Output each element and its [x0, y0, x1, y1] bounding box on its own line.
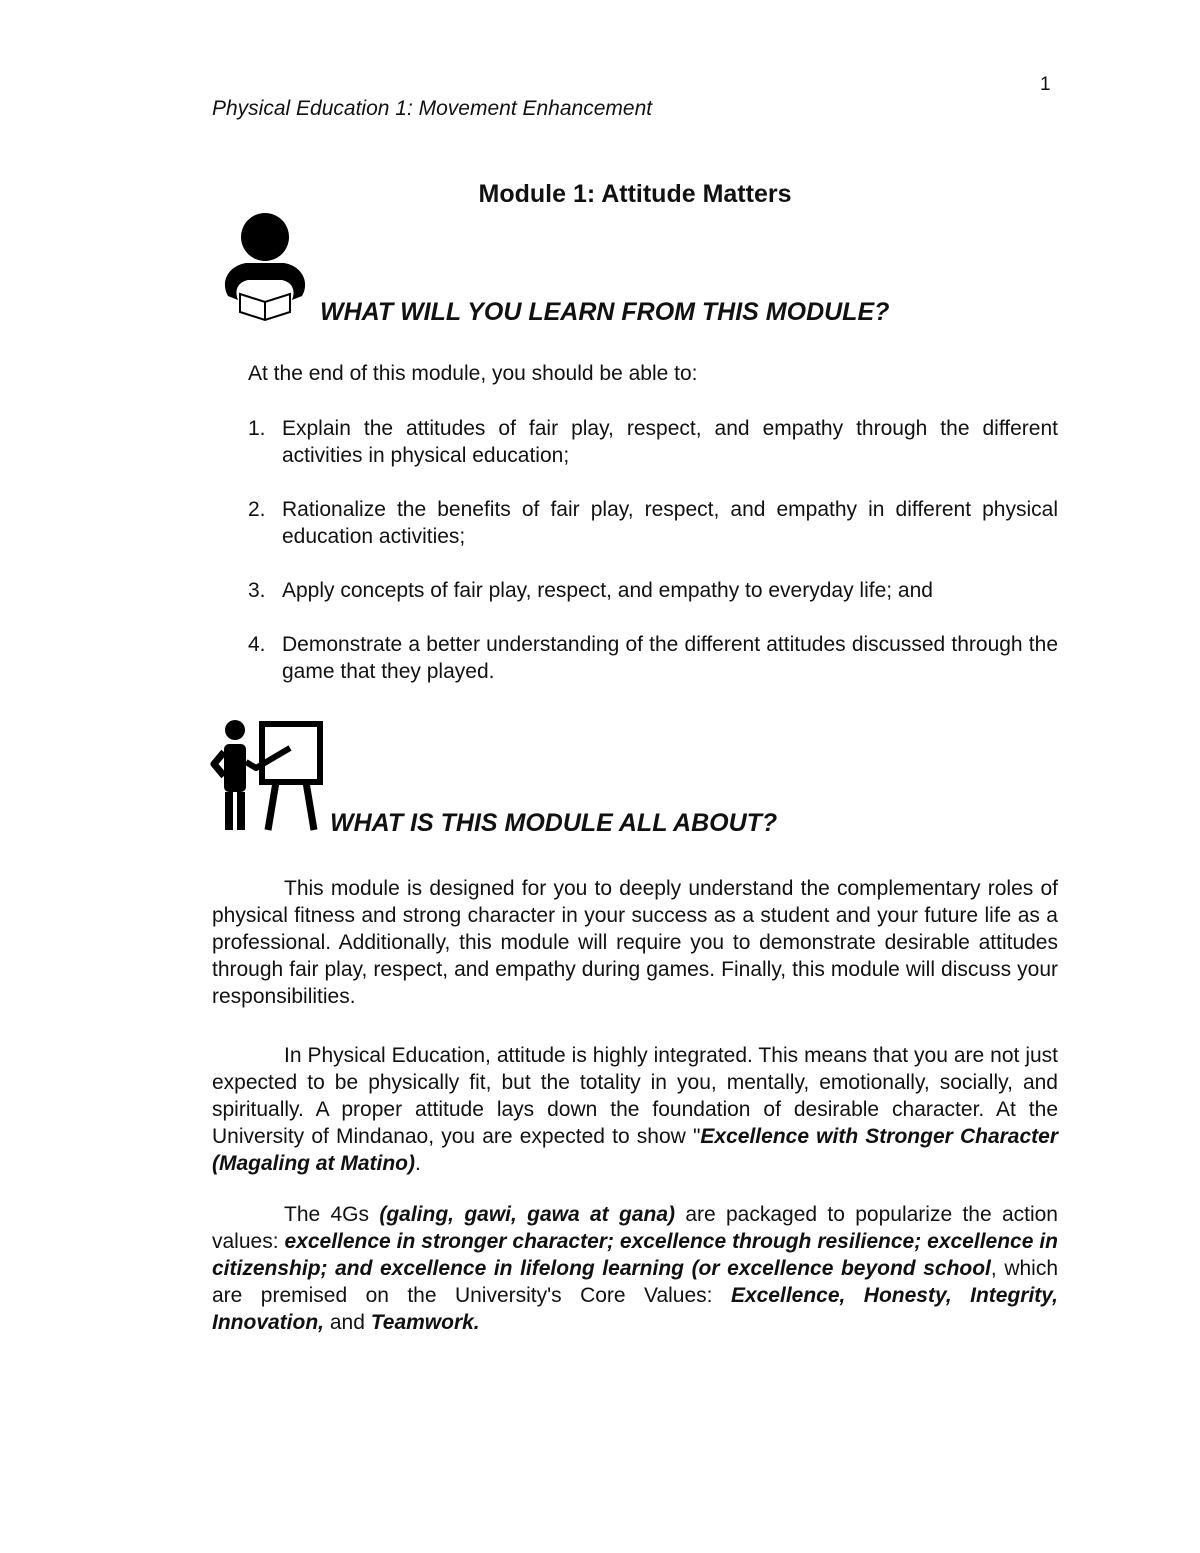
- paragraph-text: and: [324, 1311, 371, 1334]
- list-text: Apply concepts of fair play, respect, and empathy to everyday life; and: [282, 579, 933, 602]
- about-paragraph-3: [212, 1201, 1058, 1336]
- list-number: 2.: [248, 498, 266, 521]
- emphasis-text: (galing, gawi, gawa at gana): [379, 1203, 675, 1226]
- page-number: 1: [1040, 74, 1051, 95]
- paragraph-text: In Physical Education, attitude is highly integrated. This means that you are not just expected to be physically fit, but the totality in you, mentally, emotionally, socially, and spiritually. A proper attitude lays down the foundation of desirable character. At the University of Mindanao, you are expected to show ": [212, 1044, 1058, 1148]
- paragraph-text: are packaged to popularize the action values:: [212, 1203, 1058, 1253]
- reader-with-book-icon: [218, 210, 313, 330]
- paragraph-text: The 4Gs: [284, 1203, 380, 1226]
- emphasis-text: Excellence, Honesty, Integrity, Innovation,: [212, 1284, 1058, 1334]
- emphasis-text: excellence in stronger character; excellence through resilience; excellence in citizenship; and excellence in lifelong learning (or excellence beyond school: [212, 1230, 1059, 1280]
- list-item: [248, 631, 1058, 685]
- list-number: 1.: [248, 417, 266, 440]
- about-paragraph-1: [212, 875, 1058, 1010]
- objectives-intro: At the end of this module, you should be able to:: [248, 362, 698, 385]
- learn-section-heading: WHAT WILL YOU LEARN FROM THIS MODULE?: [320, 298, 890, 326]
- about-section-heading: WHAT IS THIS MODULE ALL ABOUT?: [330, 809, 778, 837]
- running-header: Physical Education 1: Movement Enhancement: [212, 97, 653, 120]
- list-item: [248, 415, 1058, 469]
- list-text: Rationalize the benefits of fair play, respect, and empathy in different physical education activities;: [282, 498, 1058, 548]
- list-text: Explain the attitudes of fair play, respect, and empathy through the different activities in physical education;: [282, 417, 1058, 467]
- list-item: [248, 496, 1058, 550]
- list-item: [248, 577, 1058, 604]
- emphasis-text: Teamwork.: [370, 1311, 480, 1334]
- objectives-list: [248, 415, 1058, 712]
- list-number: 4.: [248, 633, 266, 656]
- paragraph-text: This module is designed for you to deeply understand the complementary roles of physical fitness and strong character in your success as a student and your future life as a professional. Additionally, this module will require you to demonstrate desirable attitudes through fair play, respect, and empathy during games. Finally, this module will discuss your responsibilities.: [212, 877, 1058, 1008]
- teacher-at-board-icon: [210, 718, 330, 841]
- paragraph-end: .: [415, 1152, 421, 1175]
- module-title: Module 1: Attitude Matters: [478, 180, 792, 208]
- about-paragraph-2: [212, 1042, 1058, 1177]
- list-text: Demonstrate a better understanding of the different attitudes discussed through the game that they played.: [282, 633, 1058, 683]
- emphasis-text: Excellence with Stronger Character (Magaling at Matino): [212, 1125, 1058, 1175]
- list-number: 3.: [248, 579, 266, 602]
- paragraph-text: , which are premised on the University's Core Values:: [212, 1257, 1059, 1307]
